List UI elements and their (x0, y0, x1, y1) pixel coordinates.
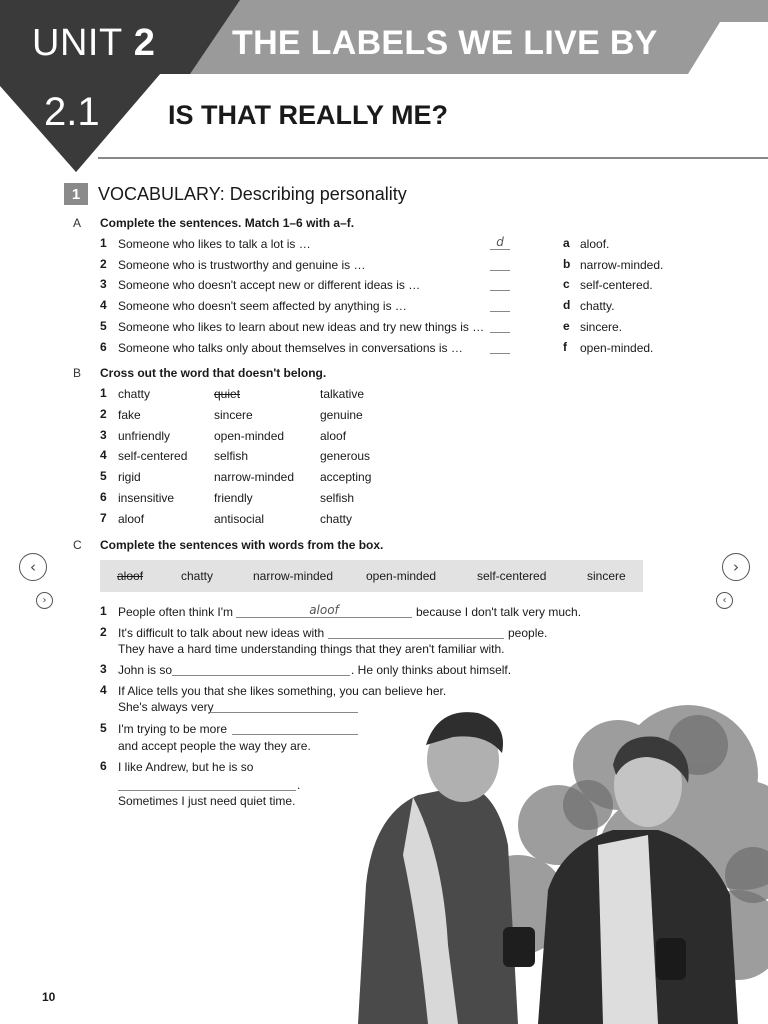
option-text: aloof. (580, 237, 610, 251)
word-option[interactable]: accepting (320, 470, 372, 484)
word-option[interactable]: selfish (214, 449, 249, 463)
word-option[interactable]: narrow-minded (214, 470, 295, 484)
word-option[interactable]: rigid (118, 470, 141, 484)
word-option[interactable]: aloof (320, 429, 347, 443)
sentence-text: If Alice tells you that she likes something, you can believe her. (118, 684, 447, 698)
option-text: narrow-minded. (580, 258, 664, 272)
sentence-text: Someone who talks only about themselves in conversations is … (118, 341, 463, 355)
item-number: 1 (100, 604, 107, 618)
word-option[interactable]: chatty (320, 512, 353, 526)
word-option[interactable]: open-minded (214, 429, 285, 443)
sentence-text: It's difficult to talk about new ideas with (118, 626, 325, 640)
part-a-instruction: Complete the sentences. Match 1–6 with a–f. (100, 216, 355, 230)
item-number: 1 (100, 386, 107, 400)
word-option[interactable]: self-centered (118, 449, 188, 463)
answer-blank[interactable]: d (490, 235, 510, 250)
chevron-right-icon: › (42, 595, 47, 606)
option-text: self-centered. (580, 278, 653, 292)
box-word: sincere (587, 569, 626, 583)
word-option[interactable]: friendly (214, 491, 253, 505)
chevron-left-icon: ‹ (30, 558, 36, 576)
answer-blank[interactable] (490, 256, 510, 271)
option-letter: c (563, 277, 570, 291)
option-text: open-minded. (580, 341, 654, 355)
answer-blank[interactable] (172, 661, 350, 676)
photo-two-men-laughing (358, 705, 768, 1024)
part-b-letter: B (73, 366, 82, 380)
word-option[interactable]: talkative (320, 387, 365, 401)
section-title: VOCABULARY: Describing personality (98, 183, 407, 204)
item-number: 5 (100, 319, 107, 333)
word-option[interactable]: sincere (214, 408, 253, 422)
sentence-text: Someone who doesn't accept new or different ideas is … (118, 278, 421, 292)
item-number: 5 (100, 469, 107, 483)
sentence-text: They have a hard time understanding things that they aren't familiar with. (118, 642, 505, 656)
item-number: 3 (100, 428, 107, 442)
answer-blank[interactable] (490, 339, 510, 354)
answer-blank[interactable] (490, 297, 510, 312)
sentence-text: I'm trying to be more (118, 722, 227, 736)
item-number: 6 (100, 759, 107, 773)
sentence-text: Someone who doesn't seem affected by anything is … (118, 299, 407, 313)
option-letter: a (563, 236, 570, 250)
word-box (100, 560, 643, 592)
item-number: 5 (100, 721, 107, 735)
sentence-text: Someone who is trustworthy and genuine is … (118, 258, 366, 272)
item-number: 2 (100, 257, 107, 271)
option-letter: b (563, 257, 571, 271)
word-option[interactable]: aloof (118, 512, 145, 526)
answer-blank[interactable] (490, 318, 510, 333)
option-letter: d (563, 298, 571, 312)
sentence-text: Someone who likes to learn about new ideas and try new things is … (118, 320, 485, 334)
prev-page-button[interactable] (19, 553, 47, 581)
item-number: 1 (100, 236, 107, 250)
sentence-text: Sometimes I just need quiet time. (118, 794, 296, 808)
sentence-text: people. (508, 626, 548, 640)
box-word: chatty (181, 569, 214, 583)
sentence-text: I like Andrew, but he is so (118, 760, 254, 774)
answer-blank[interactable] (328, 624, 504, 639)
item-number: 6 (100, 340, 107, 354)
word-option[interactable]: fake (118, 408, 141, 422)
word-option[interactable]: chatty (118, 387, 151, 401)
unit-title: THE LABELS WE LIVE BY (232, 24, 658, 62)
item-number: 4 (100, 683, 107, 697)
section-number: 1 (64, 183, 88, 205)
item-number: 3 (100, 277, 107, 291)
part-c-letter: C (73, 538, 82, 552)
next-page-button[interactable] (722, 553, 750, 581)
item-number: 4 (100, 448, 107, 462)
sentence-text: John is so (118, 663, 173, 677)
item-number: 6 (100, 490, 107, 504)
item-number: 4 (100, 298, 107, 312)
option-text: sincere. (580, 320, 623, 334)
lesson-number: 2.1 (44, 90, 100, 134)
chevron-left-icon: ‹ (722, 595, 727, 606)
option-letter: e (563, 319, 570, 333)
answer-blank[interactable] (490, 276, 510, 291)
sentence-text: and accept people the way they are. (118, 739, 311, 753)
lesson-title: IS THAT REALLY ME? (168, 100, 449, 130)
word-option[interactable]: unfriendly (118, 429, 171, 443)
word-option[interactable]: generous (320, 449, 371, 463)
box-word: self-centered (477, 569, 547, 583)
word-option[interactable]: selfish (320, 491, 355, 505)
word-option[interactable]: insensitive (118, 491, 175, 505)
part-b-instruction: Cross out the word that doesn't belong. (100, 366, 327, 380)
next-item-button[interactable] (36, 592, 53, 609)
prev-item-button[interactable] (716, 592, 733, 609)
sentence-text: because I don't talk very much. (416, 605, 582, 619)
option-text: chatty. (580, 299, 615, 313)
part-a-letter: A (73, 216, 82, 230)
item-number: 2 (100, 625, 107, 639)
sentence-text: . (297, 778, 301, 792)
box-word: aloof (117, 569, 144, 583)
item-number: 7 (100, 511, 107, 525)
word-option[interactable]: quiet (214, 387, 241, 401)
answer-blank[interactable]: aloof (236, 603, 412, 618)
section-heading (64, 183, 407, 205)
part-c-instruction: Complete the sentences with words from the box. (100, 538, 384, 552)
header-divider (98, 157, 768, 159)
item-number: 3 (100, 662, 107, 676)
sentence-text: . He only thinks about himself. (351, 663, 512, 677)
answer-blank[interactable] (118, 776, 296, 791)
word-option[interactable]: antisocial (214, 512, 265, 526)
page-number: 10 (42, 990, 56, 1004)
sentence-text: Someone who likes to talk a lot is … (118, 237, 311, 251)
sentence-text: She's always very (118, 700, 214, 714)
sentence-text: People often think I'm (118, 605, 234, 619)
option-letter: f (563, 340, 567, 354)
item-number: 2 (100, 407, 107, 421)
chevron-right-icon: › (733, 558, 739, 576)
word-option[interactable]: genuine (320, 408, 363, 422)
box-word: open-minded (366, 569, 437, 583)
box-word: narrow-minded (253, 569, 334, 583)
unit-label: UNIT 2 (32, 22, 156, 64)
